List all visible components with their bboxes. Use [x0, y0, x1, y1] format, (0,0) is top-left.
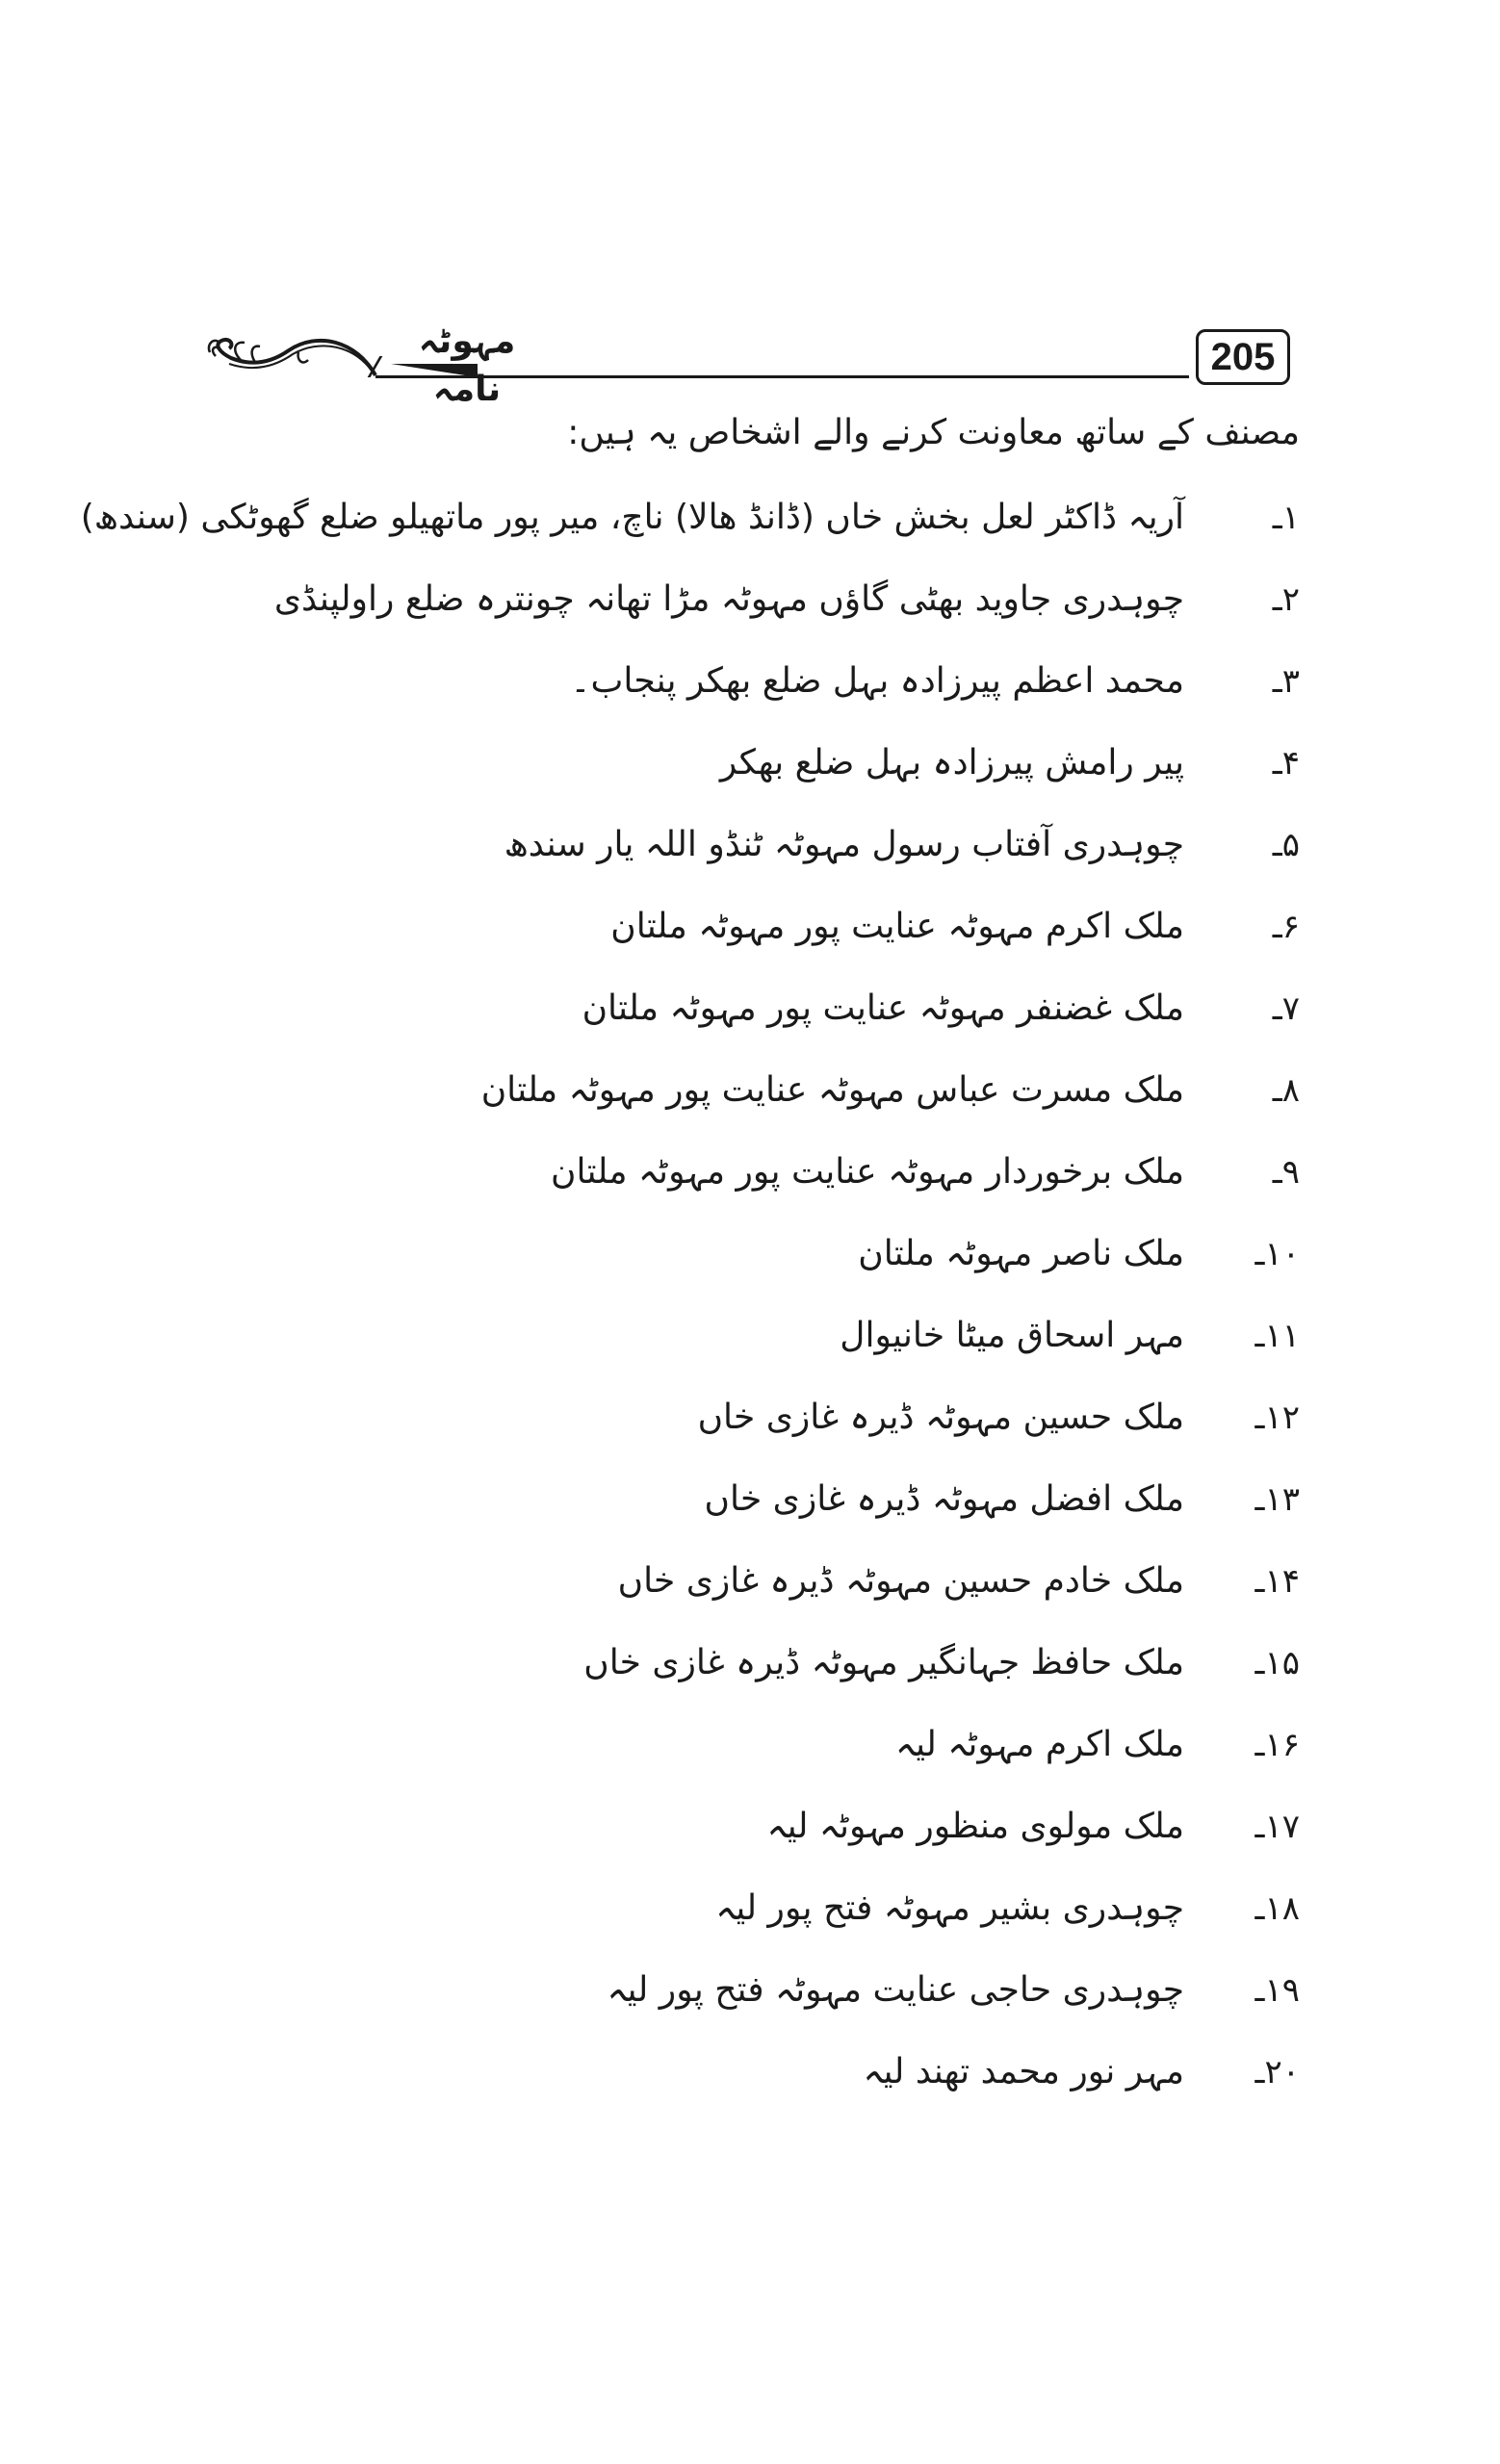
item-number: ۱۹ـ: [1254, 1970, 1300, 2010]
item-text: ملک افضل مہوٹہ ڈیرہ غازی خاں: [704, 1479, 1184, 1519]
list-item: [193, 1704, 1300, 1785]
list-item: [193, 2031, 1300, 2113]
item-number: ۲۰ـ: [1254, 2052, 1300, 2092]
item-number: ۱۲ـ: [1254, 1398, 1300, 1437]
item-number: ۶ـ: [1272, 907, 1300, 946]
list-item: [193, 558, 1300, 640]
list-item: [193, 1049, 1300, 1131]
item-text: محمد اعظم پیرزادہ بہل ضلع بھکر پنجاب۔: [570, 661, 1184, 701]
floral-flourish-icon: [202, 331, 385, 379]
book-title-sub: جٹ: [447, 360, 464, 372]
item-number: ۱۰ـ: [1254, 1234, 1300, 1273]
list-item: [193, 722, 1300, 804]
list-item: [193, 886, 1300, 967]
list-item: [193, 1295, 1300, 1376]
item-text: ملک حسین مہوٹہ ڈیرہ غازی خاں: [697, 1398, 1184, 1437]
item-number: ۸ـ: [1272, 1070, 1300, 1110]
list-item: [193, 640, 1300, 722]
list-item: [193, 1458, 1300, 1540]
item-number: ۴ـ: [1272, 743, 1300, 783]
item-text: ملک ناصر مہوٹہ ملتان: [858, 1234, 1184, 1273]
list-item: [193, 1785, 1300, 1867]
item-text: چوہدری بشیر مہوٹہ فتح پور لیہ: [715, 1888, 1184, 1928]
item-text: ملک حافظ جہانگیر مہوٹہ ڈیرہ غازی خاں: [583, 1643, 1184, 1682]
list-item: [193, 1949, 1300, 2031]
running-header: [202, 318, 1290, 409]
item-number: ۵ـ: [1272, 825, 1300, 864]
item-number: ۱۱ـ: [1254, 1316, 1300, 1355]
item-number: ۱۶ـ: [1254, 1725, 1300, 1764]
item-text: مہر اسحاق میٹا خانیوال: [840, 1316, 1184, 1355]
item-text: چوہدری جاوید بھٹی گاؤں مہوٹہ مڑا تھانہ چونترہ ضلع راولپنڈی: [273, 579, 1184, 619]
list-item: [193, 1540, 1300, 1622]
item-number: ۲ـ: [1272, 579, 1300, 619]
book-title: مہوٹہ نامہ: [418, 321, 516, 409]
item-text: ملک غضنفر مہوٹہ عنایت پور مہوٹہ ملتان: [582, 988, 1184, 1028]
item-text: ملک مسرت عباس مہوٹہ عنایت پور مہوٹہ ملتان: [480, 1070, 1184, 1110]
list-item: [193, 804, 1300, 886]
item-number: ۱ـ: [1272, 498, 1300, 537]
item-text: ملک مولوی منظور مہوٹہ لیہ: [766, 1807, 1184, 1846]
list-item: [193, 1622, 1300, 1704]
item-text: ملک اکرم مہوٹہ عنایت پور مہوٹہ ملتان: [610, 907, 1184, 946]
list-item: [193, 1867, 1300, 1949]
contributors-list: [80, 476, 1300, 2113]
item-text: ملک اکرم مہوٹہ لیہ: [894, 1725, 1184, 1764]
list-item: [193, 967, 1300, 1049]
list-item: [193, 1213, 1300, 1295]
item-text: چوہدری حاجی عنایت مہوٹہ فتح پور لیہ: [607, 1970, 1184, 2010]
item-text: مہر نور محمد تھند لیہ: [863, 2052, 1184, 2092]
item-text: ملک برخوردار مہوٹہ عنایت پور مہوٹہ ملتان: [551, 1152, 1184, 1192]
item-number: ۳ـ: [1272, 661, 1300, 701]
item-number: ۱۳ـ: [1254, 1479, 1300, 1519]
item-text: ملک خادم حسین مہوٹہ ڈیرہ غازی خاں: [617, 1561, 1184, 1601]
item-number: ۱۸ـ: [1254, 1888, 1300, 1928]
list-item: [193, 1131, 1300, 1213]
intro-line: مصنف کے ساتھ معاونت کرنے والے اشخاص یہ ہیں:: [567, 413, 1300, 452]
page-number: 205: [1196, 329, 1290, 385]
item-text: آریہ ڈاکٹر لعل بخش خاں (ڈانڈ ھالا) ناچ، میر پور ماتھیلو ضلع گھوٹکی (سندھ): [80, 498, 1184, 537]
item-number: ۹ـ: [1272, 1152, 1300, 1192]
item-number: ۱۵ـ: [1254, 1643, 1300, 1682]
item-text: چوہدری آفتاب رسول مہوٹہ ٹنڈو اللہ یار سندھ: [504, 825, 1184, 864]
item-number: ۷ـ: [1272, 988, 1300, 1028]
list-item: [80, 476, 1300, 558]
item-number: ۱۷ـ: [1254, 1807, 1300, 1846]
item-text: پیر رامش پیرزادہ بہل ضلع بھکر: [719, 743, 1184, 783]
list-item: [193, 1376, 1300, 1458]
item-number: ۱۴ـ: [1254, 1561, 1300, 1601]
